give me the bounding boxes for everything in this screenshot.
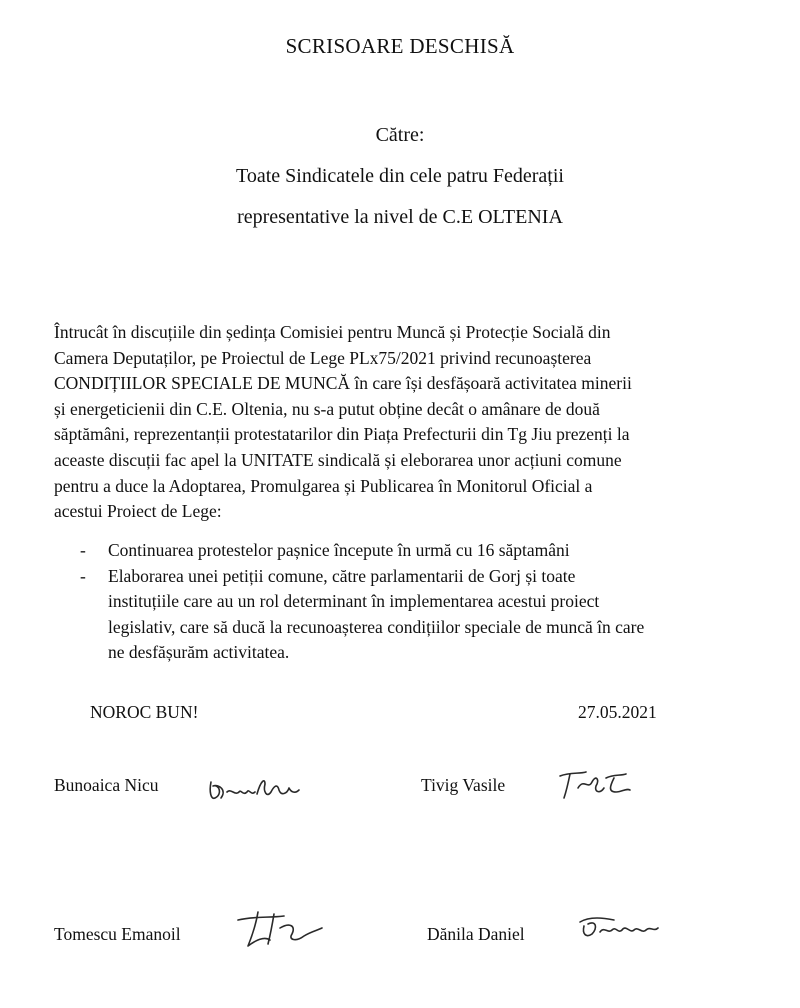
signatory-name: Bunoaica Nicu	[54, 775, 159, 795]
body-line: CONDIȚIILOR SPECIALE DE MUNCĂ în care își desfășoară activitatea minerii	[54, 373, 632, 394]
signatory-name: Dănila Daniel	[427, 924, 525, 944]
addressee-line-2: representative la nivel de C.E OLTENIA	[237, 206, 563, 228]
body-line: aceaste discuții fac apel la UNITATE sindicală și eleborarea unor acțiuni comune	[54, 449, 622, 470]
list-item	[0, 538, 800, 564]
letter-date: 27.05.2021	[578, 702, 657, 722]
body-line: și energeticienii din C.E. Oltenia, nu s-a putut obține decât o amânare de două	[54, 398, 600, 419]
body-line: Întrucât în discuțiile din ședința Comisiei pentru Muncă și Protecție Socială din	[54, 322, 611, 342]
body-line: Camera Deputaților, pe Proiectul de Lege PLx75/2021 privind recunoașterea	[54, 347, 592, 368]
closing-greeting: NOROC BUN!	[90, 702, 199, 722]
list-item-line: Continuarea protestelor pașnice începute în urmă cu 16 săptamâni	[108, 540, 570, 560]
signature-image	[556, 766, 640, 807]
list-item	[0, 564, 800, 666]
body-paragraph	[54, 320, 754, 525]
list-item-line: Elaborarea unei petiții comune, către parlamentarii de Gorj și toate	[108, 565, 576, 586]
signature-image	[574, 912, 662, 947]
body-line: acestui Proiect de Lege:	[54, 501, 222, 522]
list-item-line: legislativ, care să ducă la recunoașterea condițiilor speciale de muncă în care	[108, 616, 645, 637]
action-list	[0, 538, 800, 666]
signatory-name: Tivig Vasile	[421, 775, 506, 795]
signature-image	[234, 906, 326, 955]
signature-image	[205, 770, 305, 811]
body-line: pentru a duce la Adoptarea, Promulgarea și Publicarea în Monitorul Oficial a	[54, 475, 593, 496]
addressee-line-1: Toate Sindicatele din cele patru Federații	[236, 165, 564, 187]
body-line: săptămâni, reprezentanții protestatarilor din Piața Prefecturii din Tg Jiu prezenți la	[54, 424, 630, 445]
bullet-dash: -	[80, 540, 86, 560]
list-item-line: instituțiile care au un rol determinant în implementarea acestui proiect	[108, 591, 600, 612]
addressee-label: Către:	[375, 124, 425, 146]
signatory-name: Tomescu Emanoil	[54, 924, 181, 944]
list-item-line: ne desfășurăm activitatea.	[108, 642, 290, 663]
bullet-dash: -	[80, 565, 86, 586]
letter-title: SCRISOARE DESCHISĂ	[285, 34, 515, 58]
